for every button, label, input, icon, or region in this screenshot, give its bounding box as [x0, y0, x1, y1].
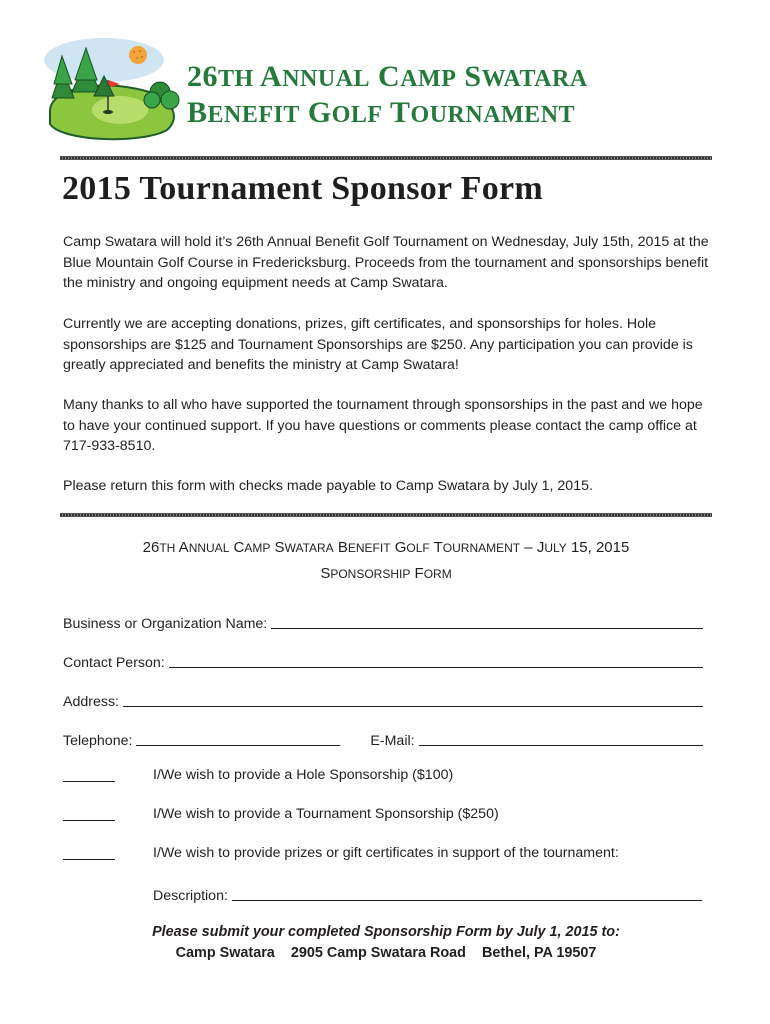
telephone-line[interactable]: [136, 731, 340, 746]
form-heading-line2: SPONSORSHIP FORM: [320, 565, 452, 582]
contact-person-label: Contact Person:: [63, 655, 165, 671]
header-title-line1: 26TH ANNUAL CAMP SWATARA: [187, 60, 588, 93]
return-paragraph: Please return this form with checks made payable to Camp Swatara by July 1, 2015.: [63, 478, 593, 494]
email-line[interactable]: [419, 731, 703, 746]
prizes-option[interactable]: [63, 845, 703, 867]
business-name-label: Business or Organization Name:: [63, 616, 268, 632]
telephone-label: Telephone:: [63, 733, 133, 749]
business-name-field[interactable]: [63, 610, 703, 632]
contact-person-line[interactable]: [169, 653, 703, 668]
hole-sponsorship-text: I/We wish to provide a Hole Sponsorship ($100): [153, 767, 454, 783]
prizes-text: I/We wish to provide prizes or gift certificates in support of the tournament:: [153, 845, 619, 861]
hole-sponsorship-option[interactable]: [63, 767, 703, 789]
intro-paragraph: Camp Swatara will hold it’s 26th Annual Benefit Golf Tournament on Wednesday, July 15th, 2015 at the Blue Mountain Golf Course in Fredericksburg. Proceeds from the tournament and sponsorships benefit the ministry and ongoing equipment needs at Camp Swatara.: [63, 234, 709, 291]
contact-person-field[interactable]: [63, 649, 703, 671]
description-label: Description:: [153, 888, 228, 904]
address-label: Address:: [63, 694, 119, 710]
form-heading: [60, 535, 712, 587]
description-field[interactable]: [153, 882, 702, 904]
donations-paragraph: Currently we are accepting donations, prizes, gift certificates, and sponsorships for holes. Hole sponsorships are $125 and Tournament Sponsorships are $250. Any participation you can provide is greatly appreciated and benefits the ministry at Camp Swatara!: [63, 316, 693, 373]
form-divider: [60, 513, 712, 517]
submit-note: [60, 922, 712, 964]
description-line[interactable]: [232, 886, 702, 901]
email-label: E-Mail:: [370, 733, 415, 749]
address-line[interactable]: [123, 692, 703, 707]
mailing-name: Camp Swatara: [175, 945, 275, 961]
tournament-sponsorship-blank[interactable]: [63, 820, 115, 821]
phone-email-row: [63, 727, 703, 749]
header-title-line2: BENEFIT GOLF TOURNAMENT: [187, 96, 576, 129]
tournament-header-title: [187, 60, 747, 132]
mailing-address: [60, 943, 712, 964]
form-heading-line1: 26TH ANNUAL CAMP SWATARA BENEFIT GOLF TOURNAMENT – JULY 15, 2015: [142, 539, 630, 556]
golf-course-logo-icon: [42, 32, 182, 142]
hole-sponsorship-blank[interactable]: [63, 781, 115, 782]
thanks-paragraph: Many thanks to all who have supported the tournament through sponsorships in the past and we hope to have your continued support. If you have questions or comments please contact the camp office at 717-933-8510.: [63, 397, 703, 454]
address-field[interactable]: [63, 688, 703, 710]
submit-instruction: Please submit your completed Sponsorship Form by July 1, 2015 to:: [152, 924, 620, 940]
tournament-sponsorship-option[interactable]: [63, 806, 703, 828]
page-title: 2015 Tournament Sponsor Form: [62, 170, 544, 207]
business-name-line[interactable]: [271, 614, 703, 629]
mailing-street: 2905 Camp Swatara Road: [290, 945, 466, 961]
mailing-city: Bethel, PA 19507: [481, 945, 597, 961]
tournament-sponsorship-text: I/We wish to provide a Tournament Sponsorship ($250): [153, 806, 499, 822]
header-divider: [60, 156, 712, 160]
prizes-blank[interactable]: [63, 859, 115, 860]
